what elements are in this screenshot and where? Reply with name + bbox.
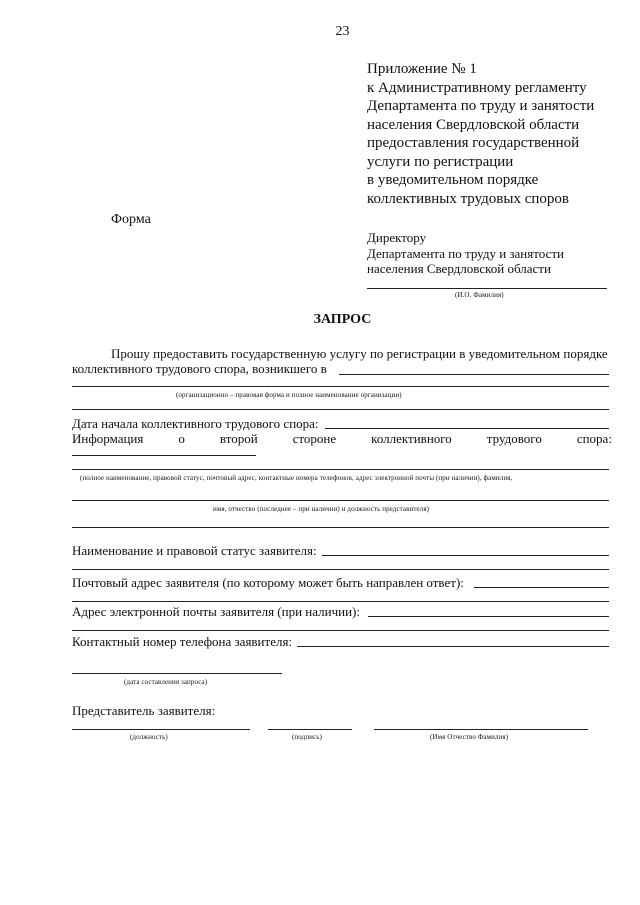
org-input-line-3[interactable]: [72, 409, 609, 410]
other-side-label: [72, 431, 612, 447]
start-date-label: Дата начала коллективного трудового спора:: [72, 416, 319, 431]
applicant-phone-label: Контактный номер телефона заявителя:: [72, 634, 293, 649]
applicant-name-status-label: Наименование и правовой статус заявителя:: [72, 543, 317, 558]
representative-position-input[interactable]: [72, 729, 250, 730]
other-side-input-line-4[interactable]: [72, 527, 609, 528]
document-title: ЗАПРОС: [313, 312, 372, 327]
page-number: 23: [335, 24, 350, 39]
applicant-email-input-2[interactable]: [72, 630, 609, 631]
org-input-line[interactable]: [339, 374, 609, 375]
other-side-word: Информация: [72, 431, 144, 446]
representative-name-input[interactable]: [374, 729, 588, 730]
other-side-input-line[interactable]: [72, 455, 256, 456]
start-date-input-line[interactable]: [325, 428, 609, 429]
representative-signature-caption: (подпись): [292, 733, 322, 741]
representative-position-caption: (должность): [130, 733, 168, 741]
other-side-word: второй: [219, 431, 258, 446]
appendix-line: коллективных трудовых споров: [367, 190, 569, 207]
applicant-postal-label: Почтовый адрес заявителя (по которому может быть направлен ответ):: [72, 575, 464, 590]
request-line-2: коллективного трудового спора, возникшего в: [72, 361, 327, 376]
appendix-line: в уведомительном порядке: [367, 172, 539, 188]
other-side-input-line-2[interactable]: [72, 469, 609, 470]
representative-label: Представитель заявителя:: [72, 703, 216, 718]
appendix-line: предоставления государственной: [367, 135, 580, 151]
applicant-postal-input-2[interactable]: [72, 601, 609, 602]
other-side-word: коллективного: [371, 431, 452, 446]
appendix-line: к Административному регламенту: [367, 79, 587, 96]
request-date-input[interactable]: [72, 673, 282, 674]
other-side-caption-1: (полное наименование, правовой статус, почтовый адрес, контактные номера телефонов, адрес электронной почты (при наличии), фамилия,: [80, 474, 513, 482]
addressee-name-line[interactable]: [367, 288, 607, 289]
appendix-line: услуги по регистрации: [367, 153, 514, 170]
representative-signature-input[interactable]: [268, 729, 352, 730]
addressee-name-caption: (И.О. Фамилия): [455, 291, 504, 299]
other-side-word: о: [178, 431, 185, 446]
appendix-block: [367, 60, 627, 208]
applicant-postal-input[interactable]: [474, 587, 609, 588]
other-side-caption-2: имя, отчество (последнее – при наличии) и должность представителя): [213, 505, 430, 513]
request-line-1: Прошу предоставить государственную услугу по регистрации в уведомительном порядке: [111, 346, 608, 361]
other-side-word: стороне: [292, 431, 337, 446]
applicant-name-status-input-2[interactable]: [72, 569, 609, 570]
applicant-email-label: Адрес электронной почты заявителя (при наличии):: [72, 604, 360, 619]
appendix-line: Департамента по труду и занятости: [367, 98, 595, 114]
form-label: Форма: [111, 212, 151, 227]
appendix-line: Приложение № 1: [367, 61, 477, 77]
other-side-word: трудового: [486, 431, 542, 446]
other-side-input-line-3[interactable]: [72, 500, 609, 501]
org-input-line-2[interactable]: [72, 386, 609, 387]
appendix-line: населения Свердловской области: [367, 116, 580, 133]
org-caption: (организационно – правовая форма и полное наименование организации): [176, 391, 402, 399]
request-date-caption: (дата составления запроса): [124, 678, 208, 686]
addressee-line: Директору: [367, 230, 427, 245]
addressee-line: Департамента по труду и занятости: [367, 245, 564, 261]
applicant-name-status-input[interactable]: [322, 555, 609, 556]
applicant-phone-input[interactable]: [297, 646, 609, 647]
applicant-email-input[interactable]: [368, 616, 609, 617]
representative-name-caption: (Имя Отчество Фамилия): [430, 733, 509, 741]
addressee-block: [367, 230, 564, 277]
other-side-word: спора:: [576, 431, 612, 446]
addressee-line: населения Свердловской области: [367, 261, 551, 276]
